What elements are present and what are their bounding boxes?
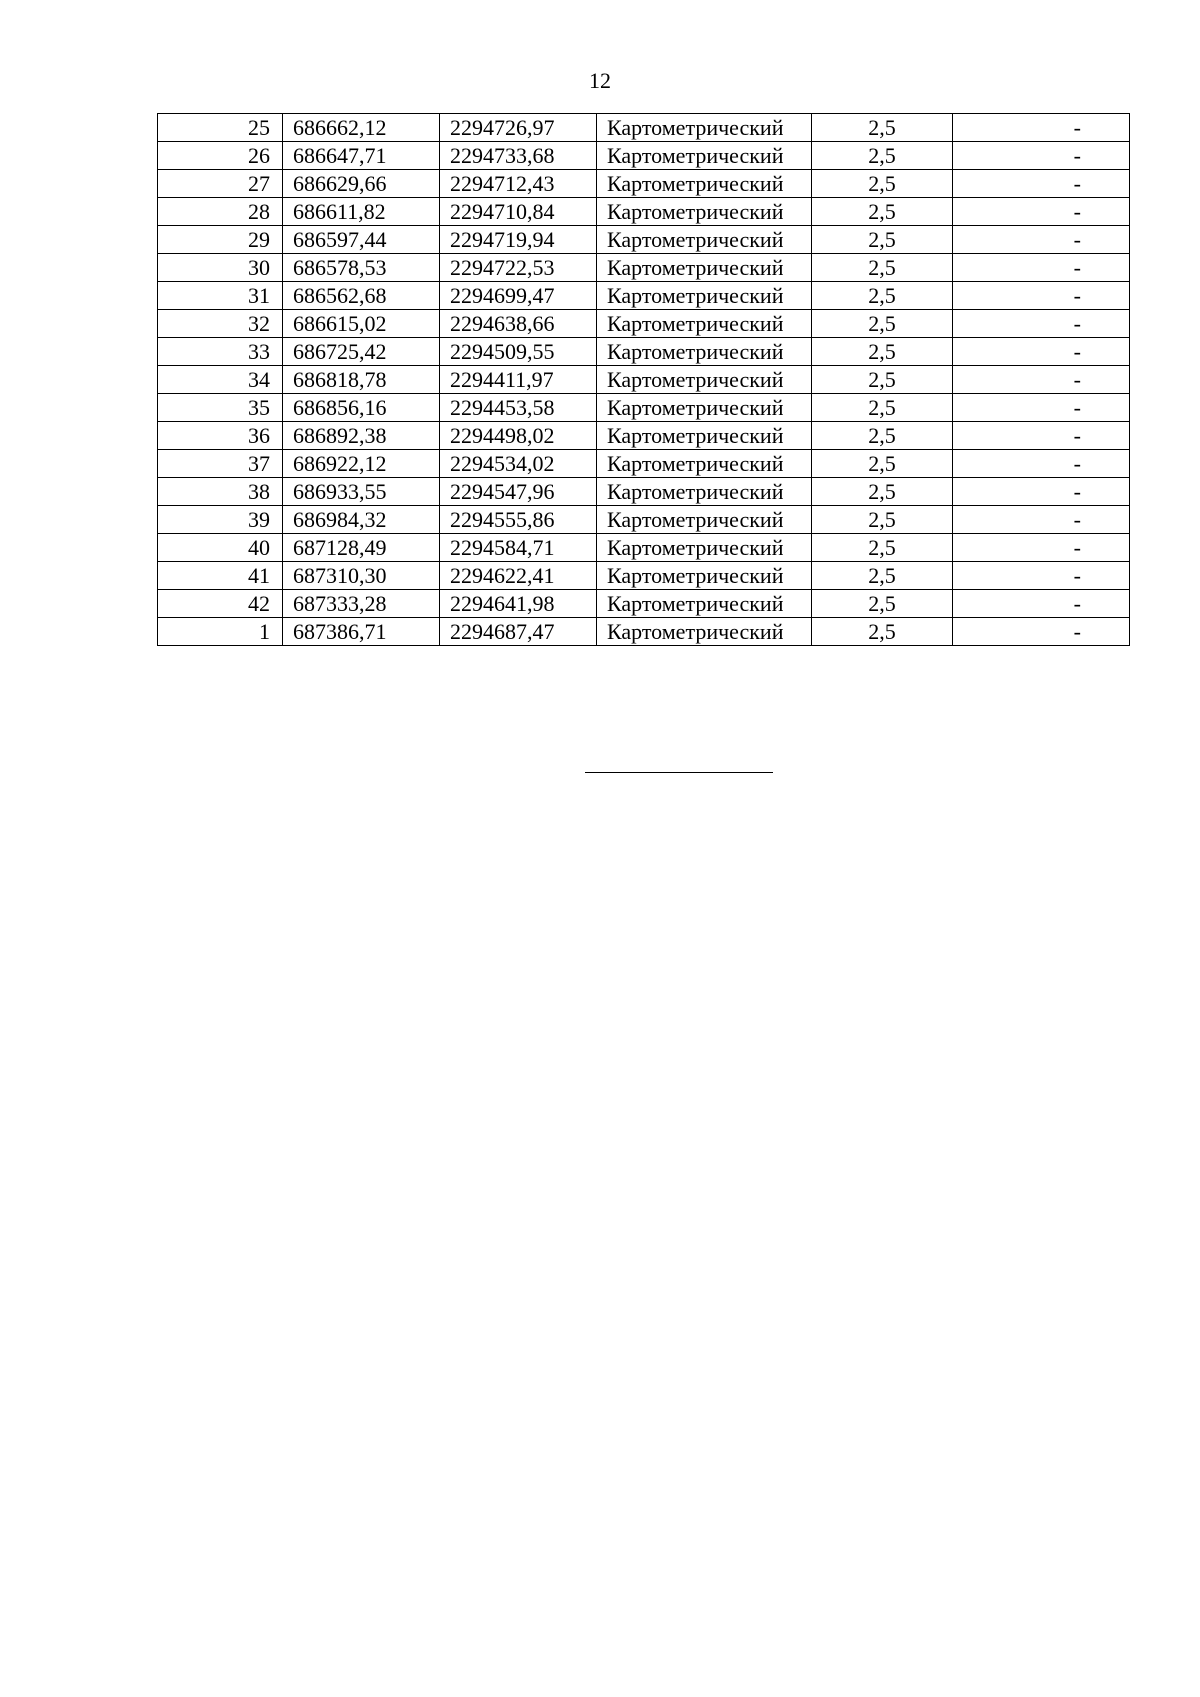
description-cell: -	[953, 170, 1130, 198]
x-coordinate-cell: 686562,68	[283, 282, 440, 310]
table-row	[158, 394, 1130, 422]
y-coordinate-cell: 2294712,43	[440, 170, 597, 198]
description-cell: -	[953, 282, 1130, 310]
method-cell: Картометрический	[597, 114, 812, 142]
y-coordinate-cell: 2294710,84	[440, 198, 597, 226]
x-coordinate-cell: 687386,71	[283, 618, 440, 646]
accuracy-cell: 2,5	[812, 450, 953, 478]
x-coordinate-cell: 686984,32	[283, 506, 440, 534]
description-cell: -	[953, 142, 1130, 170]
method-cell: Картометрический	[597, 394, 812, 422]
x-coordinate-cell: 686662,12	[283, 114, 440, 142]
table-row	[158, 114, 1130, 142]
point-number-cell: 30	[158, 254, 283, 282]
method-cell: Картометрический	[597, 254, 812, 282]
point-number-cell: 25	[158, 114, 283, 142]
y-coordinate-cell: 2294534,02	[440, 450, 597, 478]
method-cell: Картометрический	[597, 282, 812, 310]
x-coordinate-cell: 686578,53	[283, 254, 440, 282]
accuracy-cell: 2,5	[812, 142, 953, 170]
description-cell: -	[953, 254, 1130, 282]
y-coordinate-cell: 2294641,98	[440, 590, 597, 618]
description-cell: -	[953, 534, 1130, 562]
accuracy-cell: 2,5	[812, 226, 953, 254]
accuracy-cell: 2,5	[812, 366, 953, 394]
description-cell: -	[953, 394, 1130, 422]
point-number-cell: 28	[158, 198, 283, 226]
point-number-cell: 29	[158, 226, 283, 254]
point-number-cell: 31	[158, 282, 283, 310]
y-coordinate-cell: 2294509,55	[440, 338, 597, 366]
y-coordinate-cell: 2294719,94	[440, 226, 597, 254]
x-coordinate-cell: 686629,66	[283, 170, 440, 198]
x-coordinate-cell: 686922,12	[283, 450, 440, 478]
y-coordinate-cell: 2294555,86	[440, 506, 597, 534]
table-row	[158, 366, 1130, 394]
x-coordinate-cell: 686597,44	[283, 226, 440, 254]
description-cell: -	[953, 562, 1130, 590]
method-cell: Картометрический	[597, 506, 812, 534]
description-cell: -	[953, 366, 1130, 394]
y-coordinate-cell: 2294699,47	[440, 282, 597, 310]
point-number-cell: 26	[158, 142, 283, 170]
accuracy-cell: 2,5	[812, 478, 953, 506]
description-cell: -	[953, 618, 1130, 646]
accuracy-cell: 2,5	[812, 338, 953, 366]
page-number: 12	[589, 68, 611, 93]
point-number-cell: 38	[158, 478, 283, 506]
y-coordinate-cell: 2294733,68	[440, 142, 597, 170]
method-cell: Картометрический	[597, 170, 812, 198]
point-number-cell: 35	[158, 394, 283, 422]
y-coordinate-cell: 2294411,97	[440, 366, 597, 394]
point-number-cell: 42	[158, 590, 283, 618]
y-coordinate-cell: 2294622,41	[440, 562, 597, 590]
point-number-cell: 36	[158, 422, 283, 450]
method-cell: Картометрический	[597, 534, 812, 562]
description-cell: -	[953, 450, 1130, 478]
method-cell: Картометрический	[597, 338, 812, 366]
table-row	[158, 254, 1130, 282]
description-cell: -	[953, 338, 1130, 366]
accuracy-cell: 2,5	[812, 534, 953, 562]
x-coordinate-cell: 686818,78	[283, 366, 440, 394]
y-coordinate-cell: 2294638,66	[440, 310, 597, 338]
accuracy-cell: 2,5	[812, 506, 953, 534]
point-number-cell: 39	[158, 506, 283, 534]
accuracy-cell: 2,5	[812, 282, 953, 310]
x-coordinate-cell: 686647,71	[283, 142, 440, 170]
point-number-cell: 32	[158, 310, 283, 338]
description-cell: -	[953, 478, 1130, 506]
table-row	[158, 618, 1130, 646]
point-number-cell: 27	[158, 170, 283, 198]
end-of-document-line	[585, 772, 773, 773]
table-row	[158, 590, 1130, 618]
point-number-cell: 40	[158, 534, 283, 562]
method-cell: Картометрический	[597, 450, 812, 478]
method-cell: Картометрический	[597, 226, 812, 254]
x-coordinate-cell: 687128,49	[283, 534, 440, 562]
accuracy-cell: 2,5	[812, 590, 953, 618]
accuracy-cell: 2,5	[812, 170, 953, 198]
method-cell: Картометрический	[597, 562, 812, 590]
x-coordinate-cell: 687310,30	[283, 562, 440, 590]
point-number-cell: 1	[158, 618, 283, 646]
method-cell: Картометрический	[597, 478, 812, 506]
accuracy-cell: 2,5	[812, 394, 953, 422]
description-cell: -	[953, 310, 1130, 338]
accuracy-cell: 2,5	[812, 422, 953, 450]
table-row	[158, 310, 1130, 338]
y-coordinate-cell: 2294547,96	[440, 478, 597, 506]
description-cell: -	[953, 422, 1130, 450]
x-coordinate-cell: 686892,38	[283, 422, 440, 450]
method-cell: Картометрический	[597, 310, 812, 338]
accuracy-cell: 2,5	[812, 618, 953, 646]
accuracy-cell: 2,5	[812, 310, 953, 338]
x-coordinate-cell: 686611,82	[283, 198, 440, 226]
table-row	[158, 562, 1130, 590]
table-row	[158, 226, 1130, 254]
description-cell: -	[953, 198, 1130, 226]
coordinates-table-body	[158, 114, 1130, 646]
y-coordinate-cell: 2294722,53	[440, 254, 597, 282]
table-row	[158, 198, 1130, 226]
x-coordinate-cell: 686933,55	[283, 478, 440, 506]
description-cell: -	[953, 590, 1130, 618]
table-row	[158, 534, 1130, 562]
coordinates-table	[157, 113, 1130, 646]
accuracy-cell: 2,5	[812, 562, 953, 590]
x-coordinate-cell: 687333,28	[283, 590, 440, 618]
table-row	[158, 282, 1130, 310]
y-coordinate-cell: 2294726,97	[440, 114, 597, 142]
method-cell: Картометрический	[597, 198, 812, 226]
x-coordinate-cell: 686856,16	[283, 394, 440, 422]
y-coordinate-cell: 2294687,47	[440, 618, 597, 646]
y-coordinate-cell: 2294453,58	[440, 394, 597, 422]
description-cell: -	[953, 226, 1130, 254]
point-number-cell: 34	[158, 366, 283, 394]
table-row	[158, 338, 1130, 366]
point-number-cell: 37	[158, 450, 283, 478]
y-coordinate-cell: 2294584,71	[440, 534, 597, 562]
method-cell: Картометрический	[597, 422, 812, 450]
accuracy-cell: 2,5	[812, 254, 953, 282]
method-cell: Картометрический	[597, 142, 812, 170]
y-coordinate-cell: 2294498,02	[440, 422, 597, 450]
table-row	[158, 506, 1130, 534]
x-coordinate-cell: 686615,02	[283, 310, 440, 338]
table-row	[158, 422, 1130, 450]
accuracy-cell: 2,5	[812, 198, 953, 226]
x-coordinate-cell: 686725,42	[283, 338, 440, 366]
table-row	[158, 450, 1130, 478]
point-number-cell: 33	[158, 338, 283, 366]
table-row	[158, 478, 1130, 506]
accuracy-cell: 2,5	[812, 114, 953, 142]
table-row	[158, 170, 1130, 198]
method-cell: Картометрический	[597, 618, 812, 646]
method-cell: Картометрический	[597, 590, 812, 618]
method-cell: Картометрический	[597, 366, 812, 394]
point-number-cell: 41	[158, 562, 283, 590]
table-row	[158, 142, 1130, 170]
description-cell: -	[953, 506, 1130, 534]
description-cell: -	[953, 114, 1130, 142]
